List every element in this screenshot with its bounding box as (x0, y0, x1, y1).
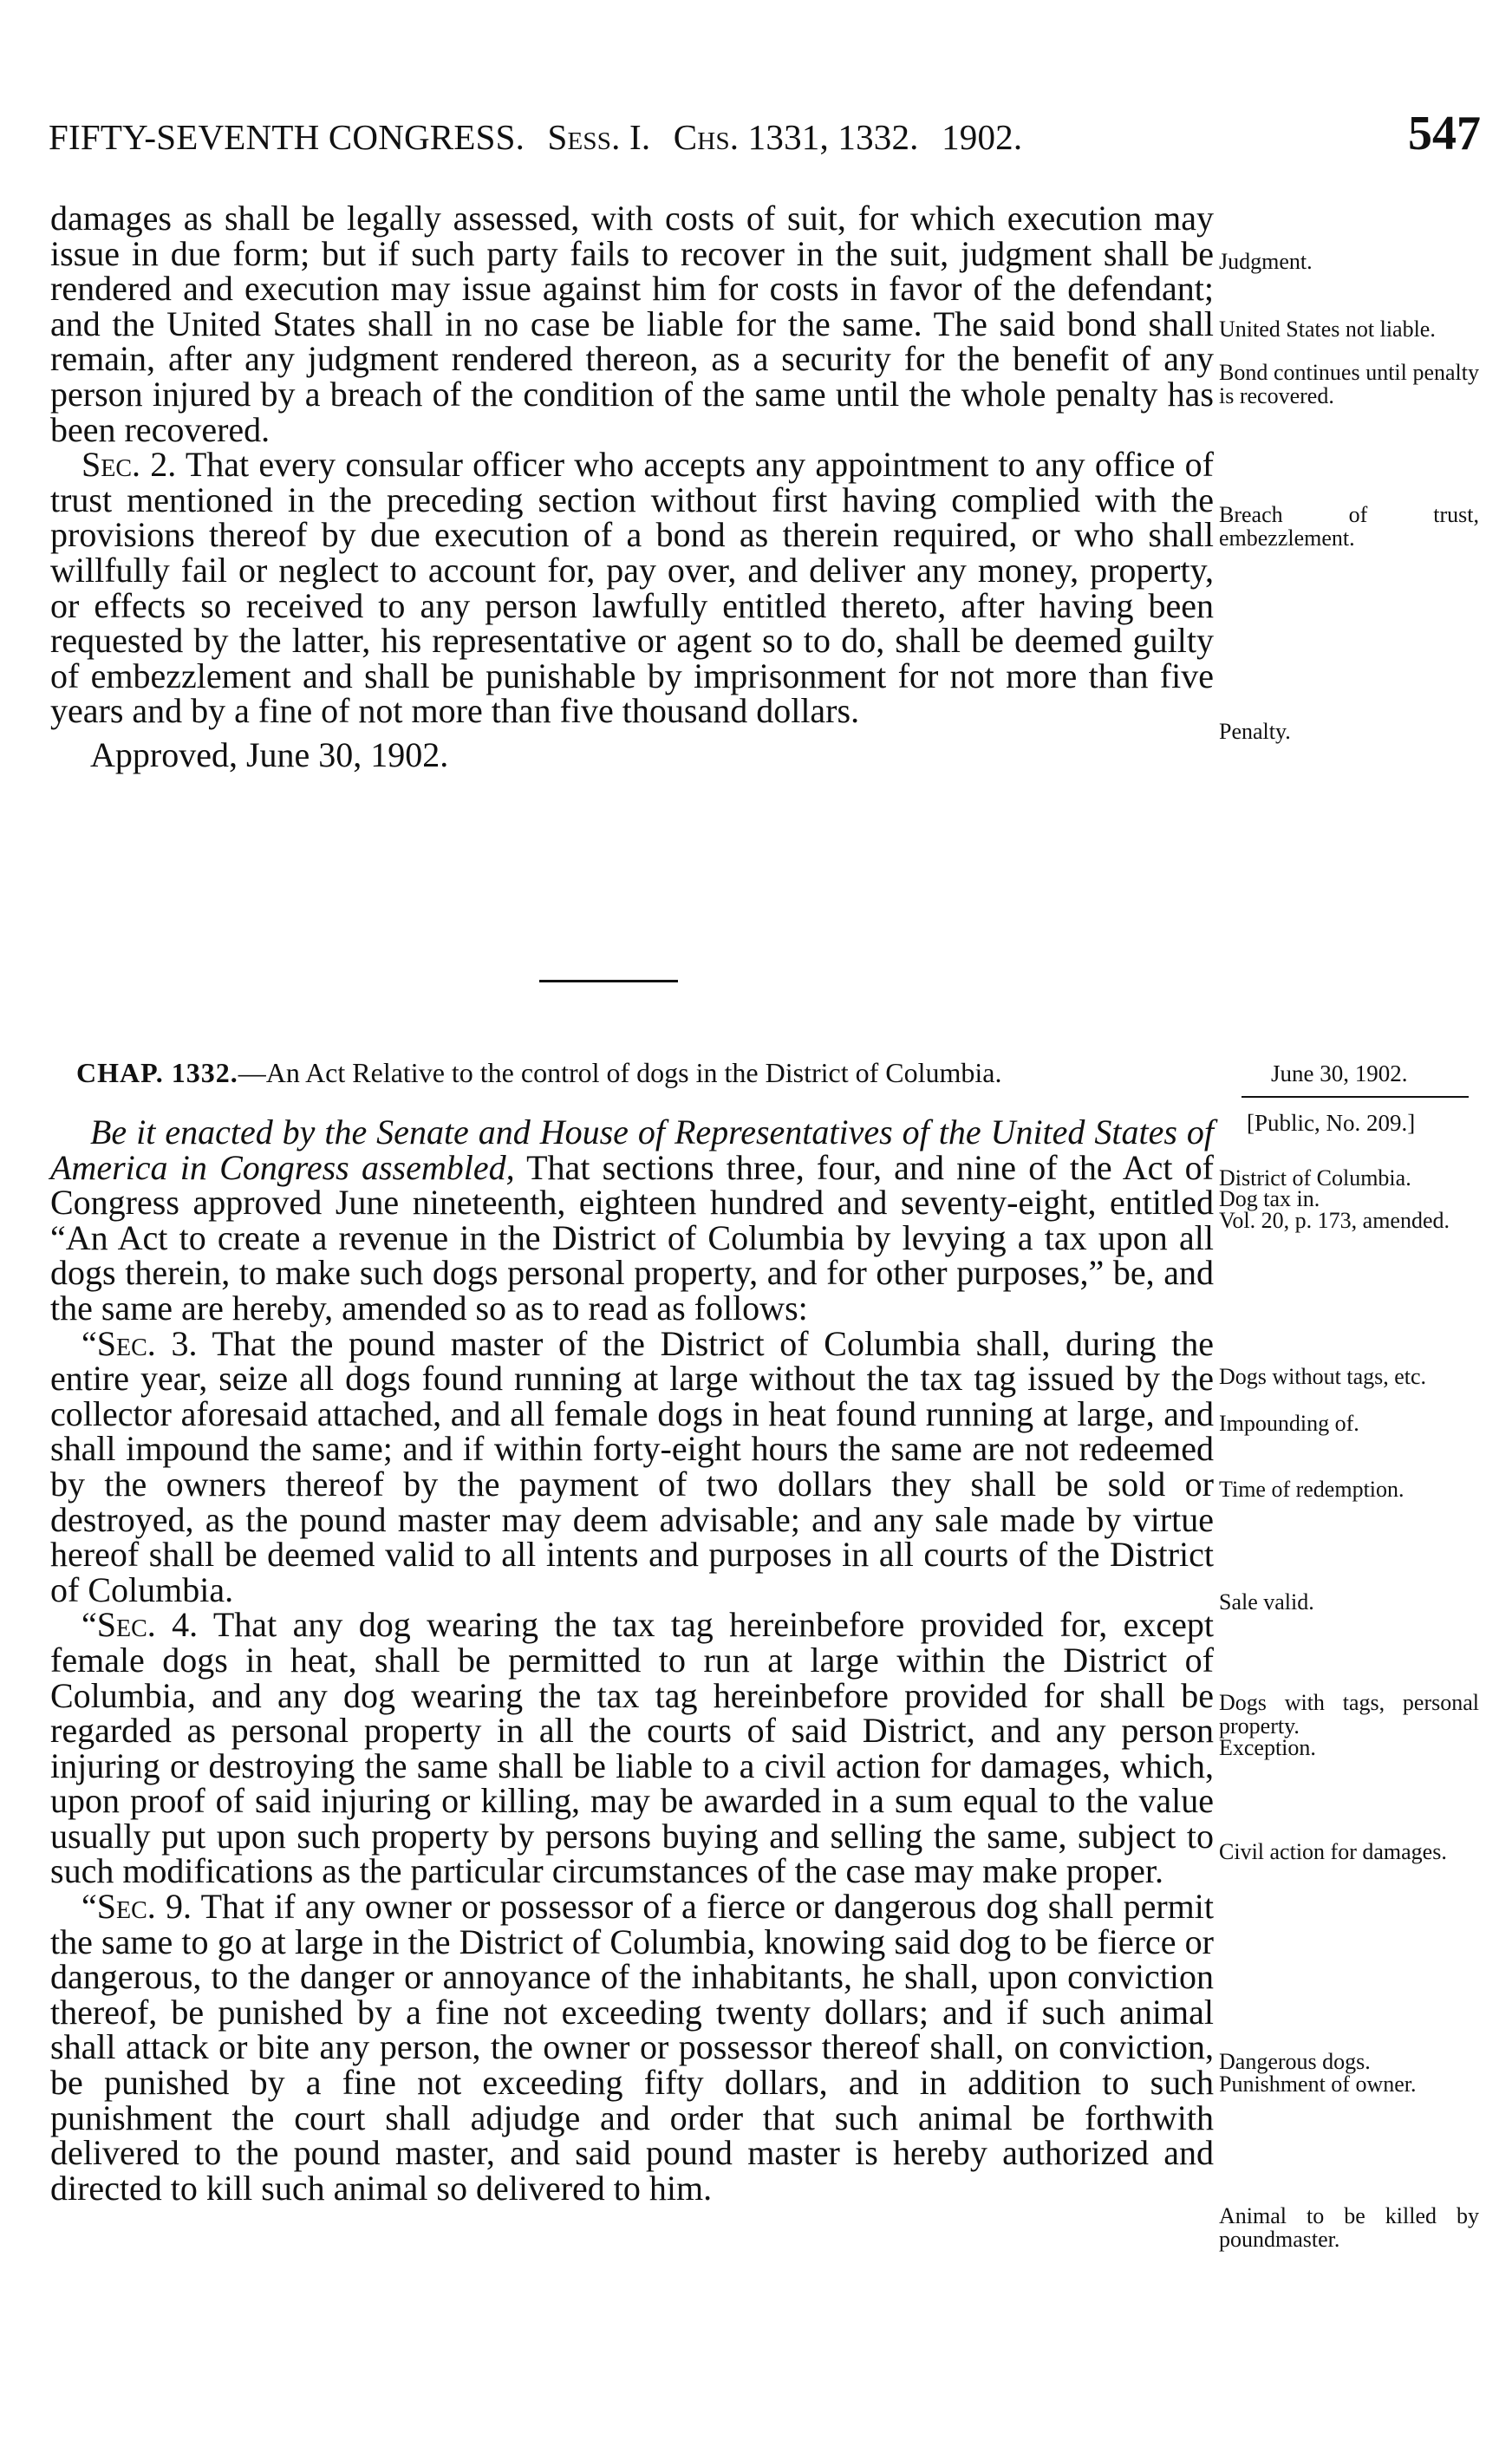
chapter-divider (539, 980, 678, 982)
section-3-text: That the pound master of the District of Columbia shall, during the entire year, seize all dogs found running at large without the tax tag issued by the collector aforesaid attached, and all female dogs in heat found running at large, and shall impound the same; and if within forty-eight hours the same are not redeemed by the owners thereof by the payment of two dollars they shall be sold or destroyed, as the pound master may deem advisable; and any sale made by virtue hereof shall be deemed valid to all intents and purposes in all courts of the District of Columbia. (50, 1323, 1215, 1609)
margin-note-breach-of-trust: Breach of trust, embezzlement. (1219, 502, 1479, 551)
section-4-paragraph (50, 1605, 1215, 1891)
margin-note-punishment-of-owner: Punishment of owner. (1219, 2071, 1417, 2097)
enacting-paragraph (50, 1112, 1215, 1328)
section-3-label: “Sec. 3. (81, 1323, 198, 1363)
year-label: 1902. (942, 117, 1023, 157)
chapter-title: —An Act Relative to the control of dogs in the District of Columbia. (238, 1057, 1002, 1088)
margin-note-vol-reference: Vol. 20, p. 173, amended. (1219, 1208, 1450, 1233)
margin-note-dog-tax: Dog tax in. (1219, 1186, 1320, 1211)
section-3-paragraph (50, 1323, 1215, 1609)
section-2-label: Sec. 2. (81, 445, 177, 485)
margin-note-bond-continues: Bond continues until penalty is recovered. (1219, 360, 1479, 408)
margin-note-dogs-with-tags: Dogs with tags, personal property. (1219, 1690, 1479, 1739)
section-9-paragraph (50, 1889, 1214, 2206)
chapter-number: CHAP. 1332. (76, 1057, 238, 1088)
enacting-clause: Be it enacted by the Senate and House of Representatives of the United States of America in Congress assembled, (50, 1112, 1214, 1187)
margin-note-dangerous-dogs: Dangerous dogs. (1219, 2049, 1371, 2074)
chapter-1332-body (50, 1112, 1215, 2208)
section-4-label: “Sec. 4. (81, 1605, 199, 1645)
margin-note-animal-killed: Animal to be killed by poundmaster. (1219, 2203, 1479, 2252)
amendment-intro: That sections three, four, and nine of the Act of Congress approved June nineteenth, eighteen hundred and seventy-eight, entitled “An Act to create a revenue in the District of Columbia by levying a tax upon all dogs therein, to make such dogs personal property, and for other purposes,” be, and the same are hereby, amended so as to read as follows: (50, 1147, 1215, 1328)
margin-note-time-of-redemption: Time of redemption. (1219, 1477, 1404, 1502)
session-label: Sess. I. (547, 117, 651, 157)
margin-note-us-not-liable: United States not liable. (1219, 316, 1436, 342)
section-4-text: That any dog wearing the tax tag hereinbefore provided for, except female dogs in heat, shall be permitted to run at large within the District of Columbia, and any dog wearing the tax tag hereinbefore provided for shall be regarded as personal property in all the courts of said District, and any person injuring or destroying the same shall be liable to a civil action for damages, which, upon proof of said injuring or killing, may be awarded in a sum equal to the value usually put upon such property by persons buying and selling the same, subject to such modifications as the particular circumstances of the case may make proper. (50, 1605, 1215, 1891)
section-2-paragraph (50, 447, 1214, 729)
chapter-heading (76, 1059, 1229, 1086)
margin-note-impounding: Impounding of. (1219, 1411, 1359, 1436)
margin-note-sale-valid: Sale valid. (1219, 1589, 1314, 1615)
margin-note-judgment: Judgment. (1219, 249, 1313, 274)
margin-note-exception: Exception. (1219, 1735, 1316, 1760)
chapter-1331-continued (50, 201, 1214, 773)
bond-paragraph: damages as shall be legally assessed, with costs of suit, for which execution may issue in due form; but if such party fails to recover in the suit, judgment shall be rendered and execution may issue against him for costs in favor of the defendant; and the United States shall in no case be liable for the same. The said bond shall remain, after any judgment rendered thereon, as a security for the benefit of any person injured by a breach of the condition of the same until the whole penalty has been recovered. (50, 199, 1214, 449)
public-law-number: [Public, No. 209.] (1247, 1110, 1416, 1136)
chapters-label: Chs. 1331, 1332. (673, 117, 919, 157)
chapter-date: June 30, 1902. (1271, 1060, 1408, 1086)
section-9-label: “Sec. 9. (81, 1887, 192, 1927)
congress-title: FIFTY-SEVENTH CONGRESS. (49, 117, 525, 157)
section-9-text: That if any owner or possessor of a fierce or dangerous dog shall permit the same to go at large in the District of Columbia, knowing said dog to be fierce or dangerous, to the danger or annoyance of the inhabitants, he shall, upon conviction thereof, be punished by a fine not exceeding twenty dollars; and if such animal shall attack or bite any person, the owner or possessor thereof shall, on conviction, be punished by a fine not exceeding fifty dollars, and in addition to such punishment the court shall adjudge and order that such animal be forthwith delivered to the pound master, and said pound master is hereby authorized and directed to kill such animal so delivered to him. (50, 1887, 1215, 2208)
running-head (49, 117, 1023, 157)
page-number: 547 (1408, 107, 1481, 160)
margin-note-penalty: Penalty. (1219, 719, 1291, 744)
approval-date: Approved, June 30, 1902. (90, 734, 449, 774)
section-2-text: That every consular officer who accepts any appointment to any office of trust mentioned in the preceding section without first having complied with the provisions thereof by due execution of a bond as therein required, or who shall willfully fail or neglect to account for, pay over, and deliver any money, property, or effects so received to any person lawfully entitled thereto, after having been requested by the latter, his representative or agent so to do, shall be deemed guilty of embezzlement and shall be punishable by imprisonment for not more than five years and by a fine of not more than five thousand dollars. (50, 445, 1215, 731)
margin-note-dogs-without-tags: Dogs without tags, etc. (1219, 1364, 1427, 1389)
margin-note-district: District of Columbia. (1219, 1165, 1411, 1191)
margin-note-civil-action: Civil action for damages. (1219, 1839, 1447, 1864)
margin-divider (1242, 1096, 1469, 1098)
